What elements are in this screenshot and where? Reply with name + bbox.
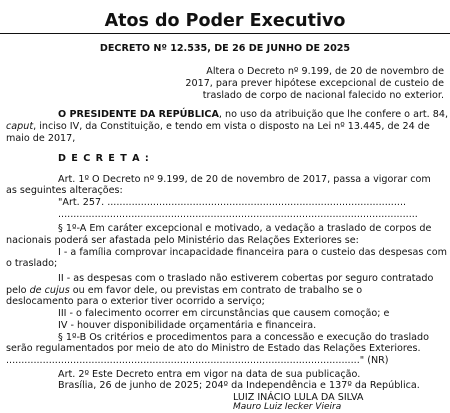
par1B-line-2: serão regulamentados por meio de ato do Ministro de Estado das Relações Exteriores. — [6, 343, 421, 355]
inciso-1-line-1: I - a família comprovar incapacidade financeira para o custeio das despesas com — [58, 246, 447, 258]
preamble-authority: O PRESIDENTE DA REPÚBLICA — [58, 109, 219, 121]
summary-line-3: traslado de corpo de nacional falecido no exterior. — [202, 89, 444, 101]
inciso-1-line-2: o traslado; — [6, 258, 58, 270]
minister-signature: Mauro Luiz Iecker Vieira — [233, 402, 342, 412]
inciso-3: III - o falecimento ocorrer em circunstâncias que causem comoção; e — [58, 308, 390, 320]
preamble-caput: caput — [6, 120, 34, 132]
inciso-4: IV - houver disponibilidade orçamentária e financeira. — [58, 319, 317, 331]
par1A-line-1: § 1º-A Em caráter excepcional e motivado, a vedação a traslado de corpos de — [58, 223, 432, 235]
art1-line-1: Art. 1º O Decreto nº 9.199, de 20 de novembro de 2017, passa a vigorar com — [58, 173, 431, 185]
decree-title: DECRETO Nº 12.535, DE 26 DE JUNHO DE 2025 — [99, 43, 351, 54]
preamble-line-3: maio de 2017, — [6, 132, 76, 144]
inciso-2-line-2 — [6, 285, 362, 297]
summary-line-1: Altera o Decreto nº 9.199, de 20 de novembro de — [206, 66, 444, 78]
title-divider — [0, 33, 450, 34]
inciso-2-line-3: deslocamento para o exterior tiver ocorrido a serviço; — [6, 296, 265, 308]
dots-line: ...................................................................................................................... — [58, 208, 418, 220]
art257-quote: "Art. 257. .................................................................................................. — [58, 197, 407, 209]
preamble-line-2-rest: , inciso IV, da Constituição, e tendo em vista o disposto na Lei nº 13.445, de 24 de — [33, 120, 430, 132]
inciso-2-post: ou em favor dele, ou previstas em contrato de trabalho se o — [69, 284, 363, 296]
president-signature: LUIZ INÁCIO LULA DA SILVA — [233, 392, 364, 403]
dateline: Brasília, 26 de junho de 2025; 204º da Independência e 137º da República. — [58, 380, 420, 392]
preamble-line-1-rest: , no uso da atribuição que lhe confere o art. 84, — [218, 109, 449, 121]
section-title: Atos do Poder Executivo — [104, 11, 346, 31]
decreta-heading: D E C R E T A : — [58, 153, 150, 165]
par1A-line-2: nacionais poderá ser afastada pelo Ministério das Relações Exteriores se: — [6, 235, 359, 247]
art2: Art. 2º Este Decreto entra em vigor na data de sua publicação. — [58, 368, 361, 380]
inciso-2-pre: pelo — [6, 284, 30, 296]
preamble-line-1 — [58, 109, 448, 121]
par1B-line-1: § 1º-B Os critérios e procedimentos para a concessão e execução do traslado — [58, 331, 429, 343]
preamble-line-2 — [6, 121, 430, 133]
nr-close-line: ...................................................................................................................." (NR) — [6, 354, 389, 366]
art1-line-2: as seguintes alterações: — [6, 185, 123, 197]
inciso-2-de-cujus: de cujus — [29, 284, 70, 296]
summary-line-2: 2017, para prever hipótese excepcional de custeio de — [185, 78, 444, 90]
inciso-2-line-1: II - as despesas com o traslado não estiverem cobertas por seguro contratado — [58, 273, 434, 285]
